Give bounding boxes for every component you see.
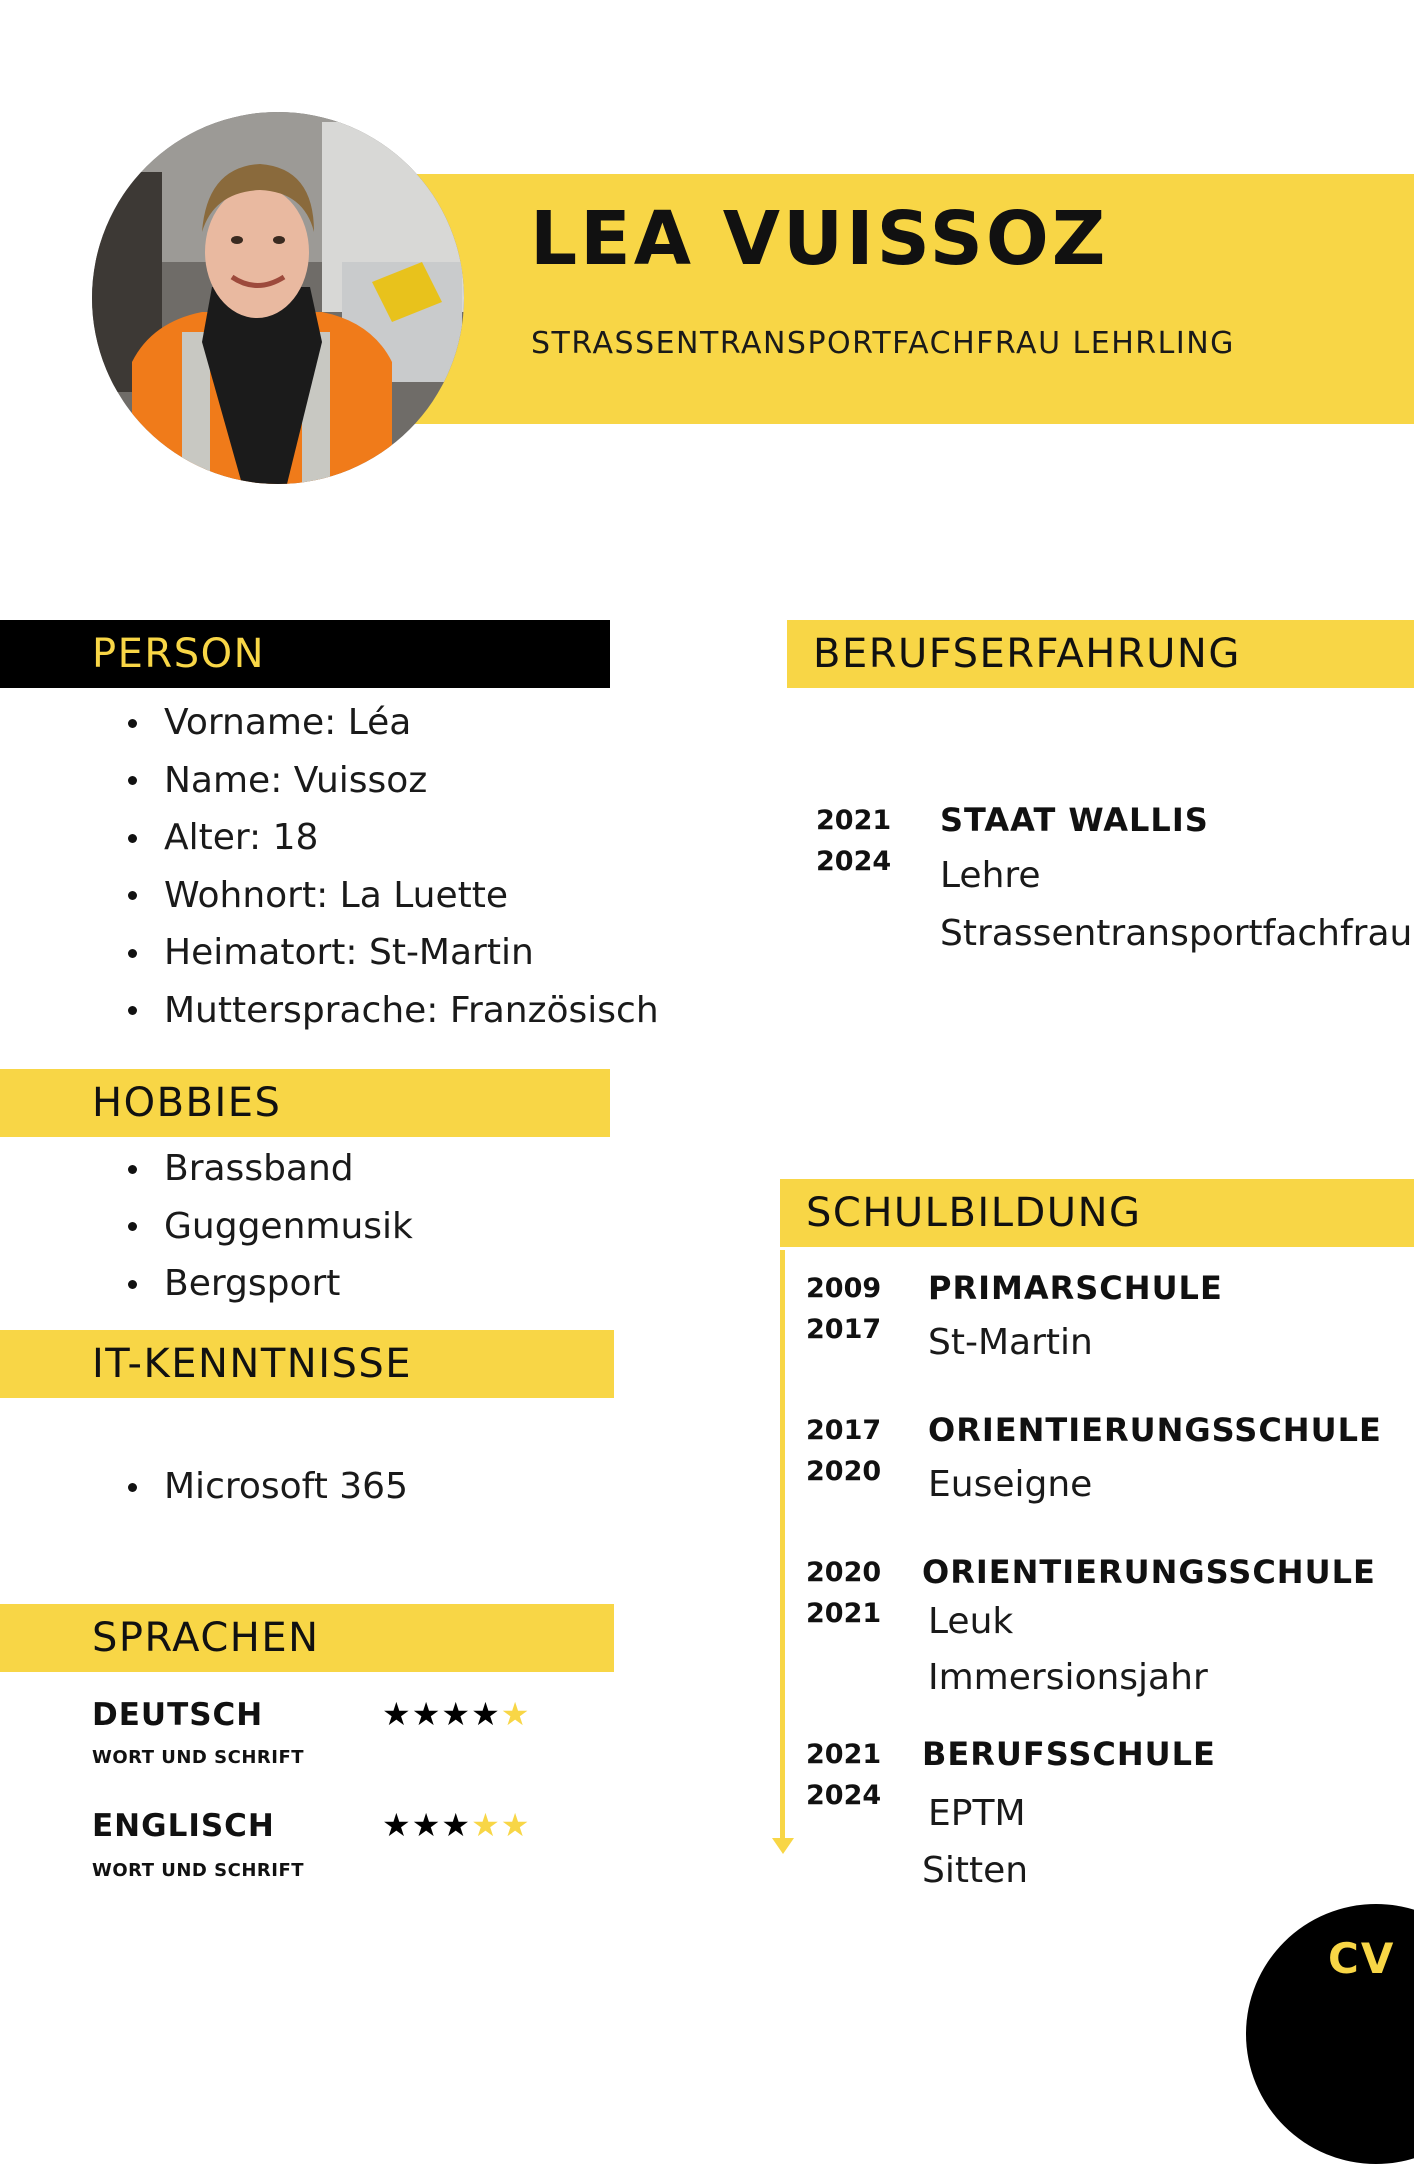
entry-detail: Euseigne [928, 1464, 1093, 1505]
star-filled-icon: ★ [411, 1695, 442, 1733]
person-name: LEA VUISSOZ [530, 196, 1109, 282]
list-item: Guggenmusik [128, 1198, 413, 1256]
language-level: WORT UND SCHRIFT [92, 1860, 305, 1881]
entry-detail: St-Martin [928, 1322, 1093, 1363]
hobbies-list [128, 1140, 413, 1313]
year-from: 2009 [806, 1273, 882, 1304]
timeline-arrow-icon [772, 1838, 794, 1854]
list-item: Alter: 18 [128, 809, 659, 867]
star-filled-icon: ★ [471, 1695, 501, 1733]
employer: STAAT WALLIS [940, 801, 1209, 839]
profile-photo [92, 112, 464, 484]
rating-stars [382, 1806, 530, 1844]
year-to: 2021 [806, 1598, 882, 1629]
year-to: 2020 [806, 1456, 882, 1487]
entry-detail: Lehre [940, 855, 1041, 896]
list-item: Microsoft 365 [128, 1458, 408, 1516]
list-item: Muttersprache: Französisch [128, 982, 659, 1040]
list-item: Wohnort: La Luette [128, 867, 659, 925]
cv-label: CV [1328, 1934, 1396, 1983]
language-level: WORT UND SCHRIFT [92, 1747, 305, 1768]
timeline-line [780, 1250, 785, 1846]
school-name: ORIENTIERUNGSSCHULE [928, 1411, 1382, 1449]
year-from: 2021 [806, 1739, 882, 1770]
entry-detail: Sitten [922, 1850, 1029, 1891]
language-name: DEUTSCH [92, 1697, 264, 1733]
year-to: 2024 [806, 1780, 882, 1811]
star-filled-icon: ★ [411, 1806, 442, 1844]
list-item: Name: Vuissoz [128, 752, 659, 810]
section-education-header [780, 1179, 1414, 1247]
star-filled-icon: ★ [382, 1695, 412, 1733]
list-item: Brassband [128, 1140, 413, 1198]
job-title: STRASSENTRANSPORTFACHFRAU LEHRLING [531, 326, 1235, 361]
language-name: ENGLISCH [92, 1808, 275, 1844]
list-item: Vorname: Léa [128, 694, 659, 752]
list-item: Heimatort: St-Martin [128, 924, 659, 982]
star-filled-icon: ★ [441, 1806, 472, 1844]
section-title: BERUFSERFAHRUNG [813, 631, 1241, 677]
year-to: 2024 [816, 846, 892, 877]
section-title: SCHULBILDUNG [806, 1190, 1142, 1236]
year-from: 2017 [806, 1415, 882, 1446]
section-title: PERSON [92, 631, 265, 677]
star-filled-icon: ★ [441, 1695, 472, 1733]
section-title: IT-KENNTNISSE [92, 1341, 413, 1387]
person-list [128, 694, 659, 1039]
entry-detail: Strassentransportfachfrau [940, 913, 1413, 954]
section-languages-header [0, 1604, 614, 1672]
entry-detail: Immersionsjahr [928, 1657, 1208, 1698]
section-title: HOBBIES [92, 1080, 282, 1126]
section-hobbies-header [0, 1069, 610, 1137]
star-empty-icon: ★ [500, 1806, 531, 1844]
it-list [128, 1458, 408, 1516]
school-name: BERUFSSCHULE [922, 1735, 1216, 1773]
star-empty-icon: ★ [500, 1695, 531, 1733]
entry-detail: EPTM [928, 1793, 1026, 1834]
star-empty-icon: ★ [471, 1806, 501, 1844]
year-to: 2017 [806, 1314, 882, 1345]
star-filled-icon: ★ [382, 1806, 412, 1844]
section-experience-header [787, 620, 1414, 688]
section-person-header [0, 620, 610, 688]
list-item: Bergsport [128, 1255, 413, 1313]
entry-detail: Leuk [928, 1601, 1014, 1642]
rating-stars [382, 1695, 530, 1733]
year-from: 2021 [816, 805, 892, 836]
school-name: PRIMARSCHULE [928, 1269, 1223, 1307]
section-title: SPRACHEN [92, 1615, 320, 1661]
year-from: 2020 [806, 1557, 882, 1588]
section-it-header [0, 1330, 614, 1398]
school-name: ORIENTIERUNGSSCHULE [922, 1553, 1376, 1591]
